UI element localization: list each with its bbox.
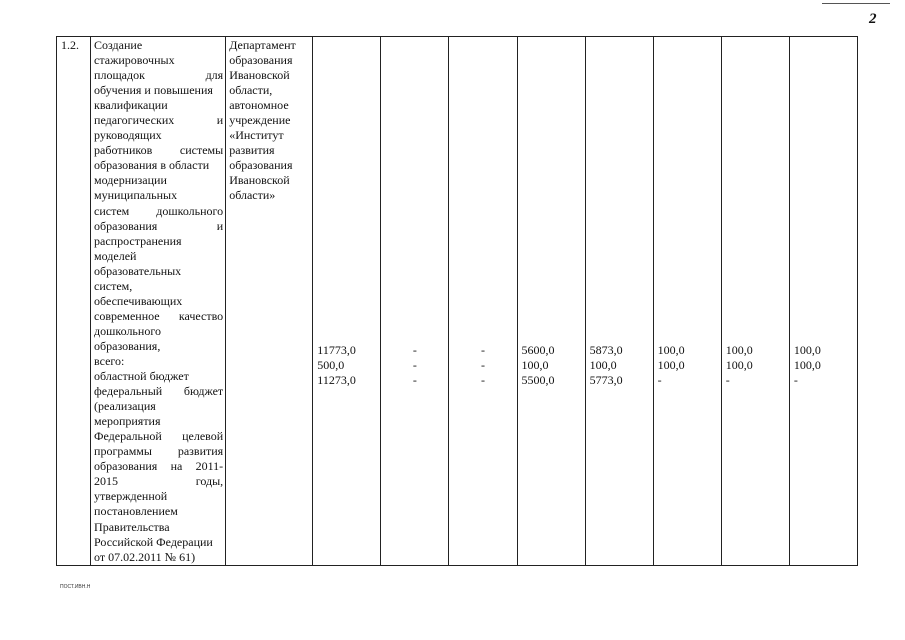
- description-word: постановлением: [94, 504, 178, 519]
- description-line: [94, 384, 223, 399]
- organization-line: Ивановской: [229, 173, 290, 188]
- description-line: [94, 279, 223, 294]
- description-line: [94, 143, 223, 158]
- description-line: [94, 53, 223, 68]
- description-word: образования,: [94, 338, 161, 353]
- value-group: [654, 37, 721, 388]
- description-text: [91, 37, 225, 565]
- value-regional: -: [412, 358, 417, 373]
- description-word: обучения и повышения: [94, 83, 213, 98]
- value-total: 100,0: [793, 343, 821, 357]
- description-word: и: [216, 218, 224, 233]
- description-word: стажировочных: [94, 53, 175, 68]
- description-word: Создание: [94, 38, 143, 52]
- organization-line: области,: [229, 83, 273, 98]
- value-cell: [517, 37, 585, 566]
- description-word: педагогических: [94, 113, 175, 128]
- description-word: программы: [94, 444, 152, 459]
- description-line: [94, 429, 223, 444]
- description-line: [94, 294, 223, 309]
- value-regional: 100,0: [657, 358, 685, 373]
- description-word: на: [170, 459, 183, 474]
- description-line: [94, 173, 223, 188]
- description-line: [94, 444, 223, 459]
- description-line: [94, 354, 223, 369]
- description-line: [94, 83, 223, 98]
- organization-line: образования: [229, 53, 293, 68]
- value-group: [722, 37, 789, 388]
- description-word: (реализация: [94, 399, 156, 414]
- value-cell: [789, 37, 857, 566]
- value-regional: 100,0: [793, 358, 821, 373]
- description-word: современное: [94, 308, 160, 323]
- value-cell: [313, 37, 381, 566]
- description-line: [94, 520, 223, 535]
- description-word: Российской Федерации: [94, 534, 213, 549]
- value-regional: 100,0: [521, 358, 549, 373]
- description-line: [94, 188, 223, 203]
- value-total: 5600,0: [521, 343, 555, 357]
- value-group: [518, 37, 585, 388]
- description-line: [94, 38, 223, 53]
- description-word: руководящих: [94, 128, 162, 143]
- description-word: образования в области: [94, 158, 210, 173]
- description-word: качество: [178, 308, 224, 323]
- description-word: 2011-: [195, 459, 224, 474]
- organization-text: [226, 37, 312, 204]
- description-word: обеспечивающих: [94, 293, 183, 308]
- row-number: 1.2.: [61, 38, 79, 52]
- description-word: образования: [94, 218, 158, 233]
- value-federal: 5773,0: [589, 373, 623, 388]
- value-federal: -: [793, 373, 798, 388]
- value-group: [586, 37, 653, 388]
- description-word: модернизации: [94, 173, 167, 188]
- value-total: 5873,0: [589, 343, 623, 357]
- organization-line: образования: [229, 158, 293, 173]
- page-number: 2: [869, 11, 877, 27]
- description-word: целевой: [182, 429, 224, 444]
- value-cell: [721, 37, 789, 566]
- description-word: развития: [177, 444, 224, 459]
- description-line: [94, 128, 223, 143]
- description-line: [94, 219, 223, 234]
- value-group: [790, 37, 857, 388]
- description-word: распространения: [94, 233, 182, 248]
- description-cell: [91, 37, 226, 566]
- value-federal: -: [480, 373, 485, 388]
- value-federal: 11273,0: [317, 373, 356, 388]
- value-group: [449, 37, 516, 388]
- description-line: [94, 504, 223, 519]
- description-word: и: [216, 113, 224, 128]
- description-word: мероприятия: [94, 414, 161, 429]
- description-word: 2015: [94, 474, 119, 489]
- description-line: [94, 113, 223, 128]
- value-group: [381, 37, 448, 388]
- value-total: 11773,0: [317, 343, 356, 357]
- description-line: [94, 550, 223, 565]
- description-line: [94, 324, 223, 339]
- description-word: от 07.02.2011 № 61): [94, 549, 196, 564]
- organization-line: Ивановской: [229, 68, 290, 83]
- description-word: систем: [94, 203, 130, 218]
- description-line: [94, 399, 223, 414]
- footer-stamp: ПОСТ.ИВН.Н: [60, 584, 91, 590]
- description-word: всего:: [94, 353, 125, 368]
- organization-line: «Институт: [229, 128, 284, 143]
- description-line: [94, 249, 223, 264]
- description-word: квалификации: [94, 98, 168, 113]
- description-word: областной бюджет: [94, 369, 189, 384]
- description-word: Федеральной: [94, 429, 162, 444]
- description-word: моделей: [94, 248, 137, 263]
- value-federal: -: [657, 373, 662, 388]
- description-line: [94, 474, 223, 489]
- value-total: -: [412, 343, 417, 357]
- value-group: [313, 37, 380, 388]
- row-number-cell: [57, 37, 91, 566]
- description-word: систем,: [94, 278, 133, 293]
- description-line: [94, 459, 223, 474]
- program-table: [56, 36, 858, 566]
- value-cell: [381, 37, 449, 566]
- value-federal: -: [412, 373, 417, 388]
- organization-line: Департамент: [229, 38, 296, 52]
- description-line: [94, 339, 223, 354]
- description-line: [94, 309, 223, 324]
- organization-line: области»: [229, 188, 276, 203]
- description-word: площадок: [94, 68, 145, 83]
- description-word: годы,: [195, 474, 224, 489]
- value-regional: -: [480, 358, 485, 373]
- organization-line: учреждение: [229, 113, 291, 128]
- description-word: для: [205, 68, 224, 83]
- description-word: работников: [94, 143, 153, 158]
- description-word: дошкольного: [94, 323, 161, 338]
- value-federal: 5500,0: [521, 373, 555, 388]
- description-word: образовательных: [94, 263, 182, 278]
- description-line: [94, 264, 223, 279]
- value-federal: -: [725, 373, 730, 388]
- value-regional: 100,0: [589, 358, 617, 373]
- organization-line: развития: [229, 143, 275, 158]
- top-rule: [822, 3, 890, 4]
- description-line: [94, 204, 223, 219]
- value-regional: 500,0: [317, 358, 345, 373]
- description-word: утвержденной: [94, 489, 168, 504]
- description-line: [94, 68, 223, 83]
- value-regional: 100,0: [725, 358, 753, 373]
- description-word: федеральный: [94, 384, 163, 399]
- description-line: [94, 158, 223, 173]
- description-word: системы: [179, 143, 224, 158]
- table-row: [57, 37, 858, 566]
- description-line: [94, 98, 223, 113]
- value-cell: [449, 37, 517, 566]
- value-cell: [653, 37, 721, 566]
- description-word: образования: [94, 459, 158, 474]
- value-total: -: [480, 343, 485, 357]
- organization-cell: [226, 37, 313, 566]
- description-word: муниципальных: [94, 188, 178, 203]
- description-line: [94, 535, 223, 550]
- description-line: [94, 414, 223, 429]
- value-total: 100,0: [725, 343, 753, 357]
- description-line: [94, 489, 223, 504]
- value-cell: [585, 37, 653, 566]
- description-word: бюджет: [183, 384, 224, 399]
- description-line: [94, 369, 223, 384]
- description-line: [94, 234, 223, 249]
- description-word: Правительства: [94, 519, 170, 534]
- organization-line: автономное: [229, 98, 289, 113]
- value-total: 100,0: [657, 343, 685, 357]
- description-word: дошкольного: [156, 203, 224, 218]
